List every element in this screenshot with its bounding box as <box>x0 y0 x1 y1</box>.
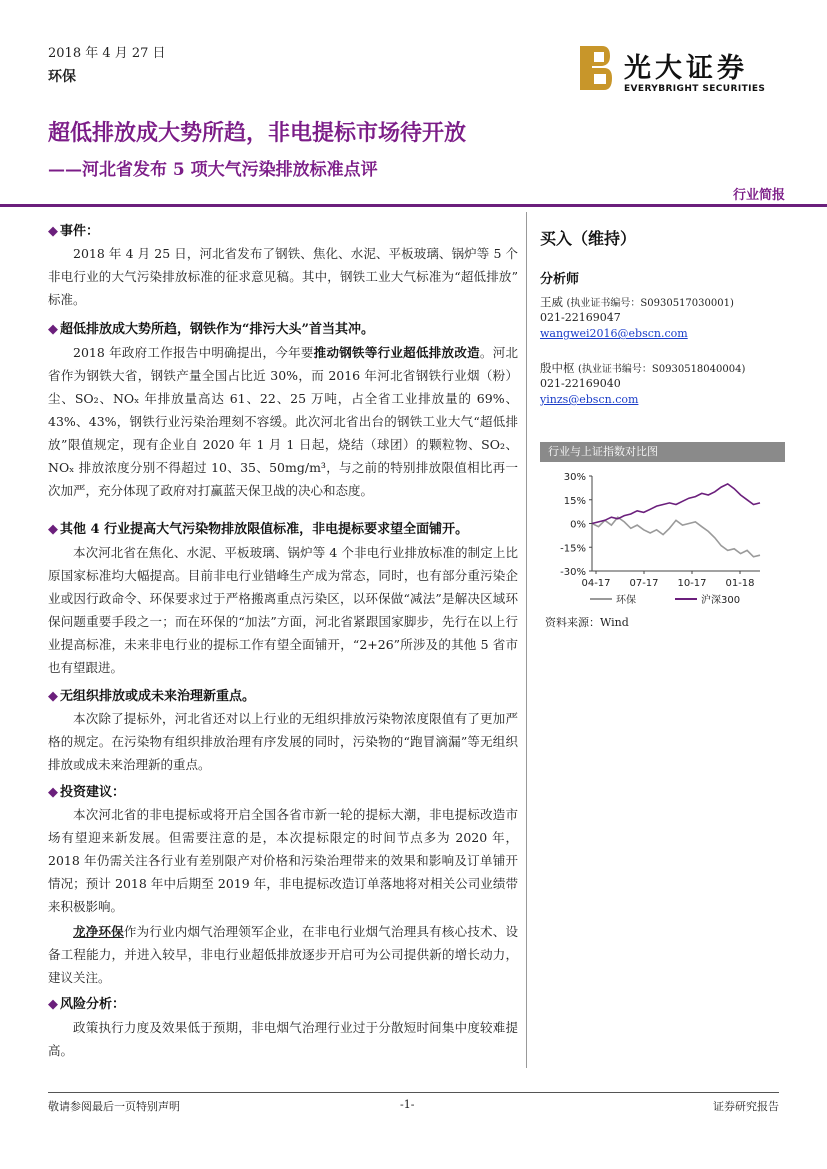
paragraph-risk: 政策执行力度及效果低于预期，非电烟气治理行业过于分散短时间集中度较难提高。 <box>48 1020 518 1058</box>
chart-x-tick-label: 01-18 <box>725 578 755 589</box>
section-heading-event: ◆ 事件： <box>48 224 100 239</box>
analyst-1-phone: 021-22169047 <box>540 311 621 324</box>
section-heading-ultra-low: ◆ 超低排放成大势所趋，钢铁作为“排污大头”首当其冲。 <box>48 322 374 337</box>
analyst-1: 王威 (执业证书编号：S0930517030001) <box>540 295 734 309</box>
section-heading-investment: ◆ 投资建议： <box>48 785 126 800</box>
paragraph-ultra-low: 2018 年政府工作报告中明确提出，今年要推动钢铁等行业超低排放改造。河北省作为钢铁大省，钢铁产量全国占比近 30%，而 2016 年河北省钢铁行业烟（粉）尘、SO₂、NOₓ 年排放量高达 61、22、25 万吨，占全省工业排放量的 69%、43%、43%，钢铁行业污染治理刻不容缓。此次河北省出台的钢铁工业大气“超低排放”限值规定，现有企业自 2020 年 1 月 1 日起，烧结（球团）的颗粒物、SO₂、NOₓ 排放浓度分别不得超过 10、35、50mg/m³，与之前的特别排放限值相比再一次加严，充分体现了政府对打赢蓝天保卫战的决心和态度。 <box>48 345 518 498</box>
chart-y-tick-label: 30% <box>563 472 586 483</box>
report-date: 2018 年 4 月 27 日 <box>48 46 166 61</box>
analyst-heading: 分析师 <box>540 272 580 287</box>
paragraph-other-industries: 本次河北省在焦化、水泥、平板玻璃、锅炉等 4 个非电行业排放标准的制定上比原国家标准均大幅提高。目前非电行业错峰生产成为常态，同时，也有部分重污染企业或因行政命令、环保要求过于严格搬离重点污染区，以环保做“减法”是解决区域环保问题重要手段之一；而在环保的“加法”方面，河北省紧跟国家脚步，先行在以上行业提高标准，未来非电行业的提标工作有望全面铺开，“2+26”所涉及的其他 5 省市也有望跟进。 <box>48 545 518 675</box>
analyst-2-phone: 021-22169040 <box>540 377 621 390</box>
paragraph-company: 龙净环保作为行业内烟气治理领军企业，在非电行业烟气治理具有核心技术、设备工程能力，并进入较早，非电行业超低排放逐步开启可为公司提供新的增长动力，建议关注。 <box>48 924 518 985</box>
page-number: -1- <box>400 1098 415 1111</box>
chart-title: 行业与上证指数对比图 <box>540 442 785 462</box>
chart-series-line <box>592 517 760 557</box>
brand-logo-icon <box>580 46 612 90</box>
chart-x-tick-label: 10-17 <box>677 578 707 589</box>
diamond-bullet-icon: ◆ <box>48 224 58 239</box>
comparison-chart <box>540 466 785 616</box>
chart-y-tick-label: 15% <box>563 495 586 507</box>
diamond-bullet-icon: ◆ <box>48 997 58 1012</box>
section-heading-other-industries: ◆ 其他 4 行业提高大气污染物排放限值标准，非电提标要求望全面铺开。 <box>48 522 469 537</box>
diamond-bullet-icon: ◆ <box>48 522 58 537</box>
chart-x-tick-label: 04-17 <box>581 578 611 589</box>
footer-rule <box>48 1092 779 1093</box>
chart-y-tick-label: 0% <box>570 519 586 531</box>
analyst-1-email-link[interactable]: wangwei2016@ebscn.com <box>540 327 688 340</box>
diamond-bullet-icon: ◆ <box>48 689 58 704</box>
brand-name-en: EVERYBRIGHT SECURITIES <box>624 84 766 94</box>
header-rule <box>0 204 827 207</box>
report-type: 行业简报 <box>732 188 785 203</box>
footer-disclaimer: 敬请参阅最后一页特别声明 <box>48 1100 180 1113</box>
chart-y-tick-label: -30% <box>560 567 586 578</box>
chart-x-tick-label: 07-17 <box>629 578 659 589</box>
sector-label: 环保 <box>48 69 76 85</box>
rating-label: 买入（维持） <box>540 229 637 248</box>
chart-legend-label: 沪深300 <box>701 595 741 606</box>
data-source: 资料来源：Wind <box>545 616 629 629</box>
diamond-bullet-icon: ◆ <box>48 322 58 337</box>
footer-report-label: 证券研究报告 <box>713 1100 779 1113</box>
analyst-2-email-link[interactable]: yinzs@ebscn.com <box>540 393 639 406</box>
diamond-bullet-icon: ◆ <box>48 785 58 800</box>
chart-legend-label: 环保 <box>616 595 636 606</box>
column-divider <box>526 212 527 1068</box>
paragraph-investment: 本次河北省的非电提标或将开启全国各省市新一轮的提标大潮，非电提标改造市场有望迎来新发展。但需要注意的是，本次提标限定的时间节点多为 2020 年，2018 年仍需关注各行业有差别限产对价格和污染治理带来的效果和影响及订单铺开情况；预计 2018 年中后期至 2019 年，非电提标改造订单落地将对相关公司业绩带来积极影响。 <box>48 807 518 914</box>
chart-y-tick-label: -15% <box>560 543 586 555</box>
section-heading-risk: ◆ 风险分析： <box>48 997 126 1012</box>
report-subtitle: ——河北省发布 5 项大气污染排放标准点评 <box>48 160 378 180</box>
brand-name-cn: 光大证券 <box>624 53 748 84</box>
section-heading-fugitive: ◆ 无组织排放或成未来治理新重点。 <box>48 689 256 704</box>
paragraph-fugitive: 本次除了提标外，河北省还对以上行业的无组织排放污染物浓度限值有了更加严格的规定。在污染物有组织排放治理有序发展的同时，污染物的“跑冒滴漏”等无组织排放或成未来治理新的重点。 <box>48 711 518 772</box>
analyst-2: 殷中枢 (执业证书编号：S0930518040004) <box>540 361 746 375</box>
report-title: 超低排放成大势所趋，非电提标市场待开放 <box>48 120 467 146</box>
paragraph-event: 2018 年 4 月 25 日，河北省发布了钢铁、焦化、水泥、平板玻璃、锅炉等 5 个非电行业的大气污染排放标准的征求意见稿。其中，钢铁工业大气标准为“超低排放” 标准。 <box>48 246 518 307</box>
